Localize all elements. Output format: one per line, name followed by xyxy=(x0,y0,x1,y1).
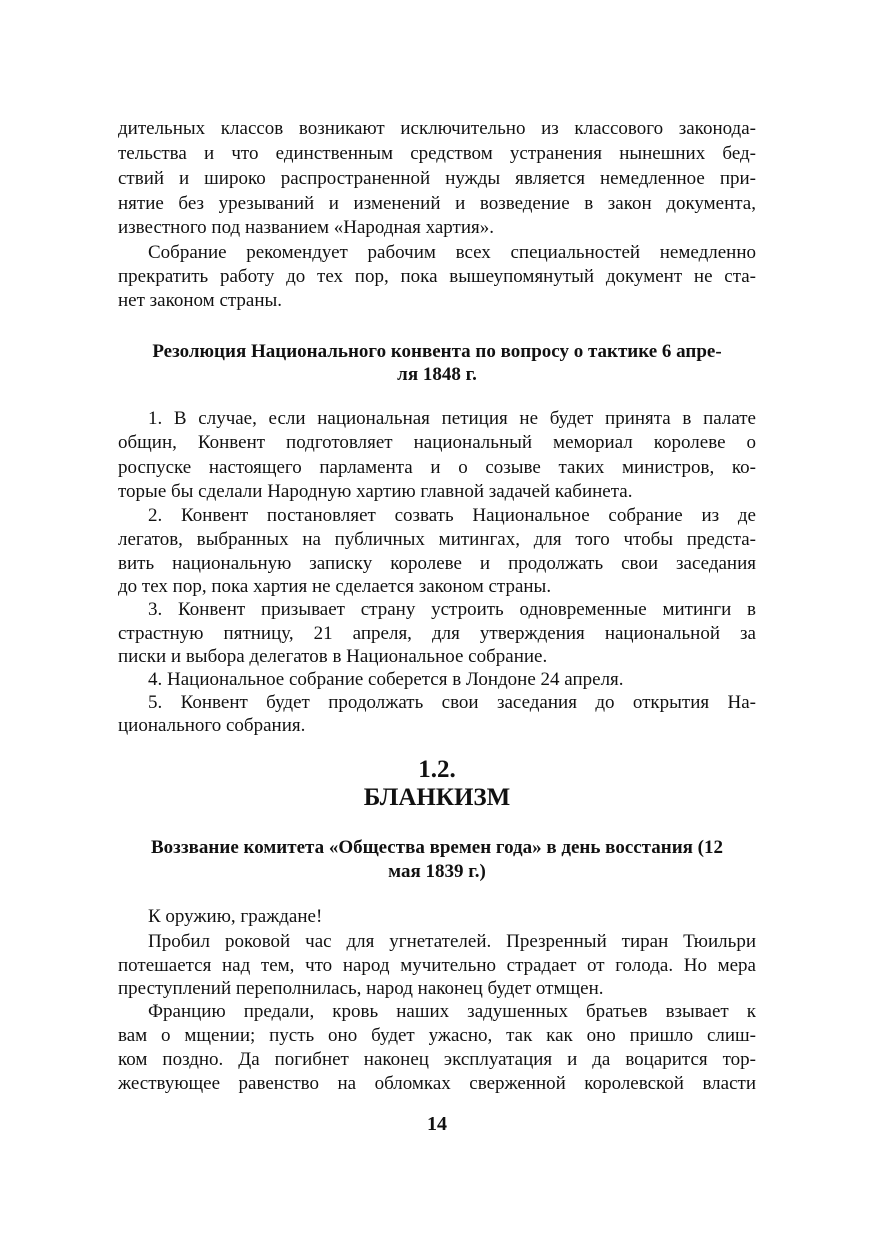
text-line: Собрание рекомендует рабочим всех специальностей немедленно xyxy=(148,242,756,263)
text-line: тельства и что единственным средством устранения нынешних бед- xyxy=(118,143,756,164)
text-line: преступлений переполнилась, народ наконец будет отмщен. xyxy=(118,978,604,999)
text-line: вам о мщении; пусть оно будет ужасно, так как оно пришло слиш- xyxy=(118,1025,756,1046)
text-line: 4. Национальное собрание соберется в Лондоне 24 апреля. xyxy=(148,669,624,690)
text-line: общин, Конвент подготовляет национальный мемориал королеве о xyxy=(118,432,756,453)
text-line: потешается над тем, что народ мучительно страдает от голода. Но мера xyxy=(118,955,756,976)
text-line: нет законом страны. xyxy=(118,290,283,311)
text-line: известного под названием «Народная хартия». xyxy=(118,217,495,238)
text-line: писки и выбора делегатов в Национальное собрание. xyxy=(118,646,548,667)
text-line: торые бы сделали Народную хартию главной задачей кабинета. xyxy=(118,481,633,502)
section-number: 1.2. xyxy=(418,756,456,783)
appeal-heading-line: Воззвание комитета «Общества времен года» в день восстания (12 xyxy=(151,837,723,858)
text-line: вить национальную записку королеве и продолжать свои заседания xyxy=(118,553,756,574)
text-line: роспуске настоящего парламента и о созыве таких министров, ко- xyxy=(118,457,756,478)
section-title: БЛАНКИЗМ xyxy=(363,784,511,811)
text-line: ствий и широко распространенной нужды является немедленное при- xyxy=(118,168,756,189)
text-line: нятие без урезываний и изменений и возведение в закон документа, xyxy=(118,193,756,214)
text-line: 3. Конвент призывает страну устроить одновременные митинги в xyxy=(148,599,756,620)
appeal-heading-line: мая 1839 г.) xyxy=(388,861,486,882)
text-line: 5. Конвент будет продолжать свои заседания до открытия На- xyxy=(148,692,756,713)
text-line: 1. В случае, если национальная петиция не будет принята в палате xyxy=(148,408,756,429)
text-line: прекратить работу до тех пор, пока вышеупомянутый документ не ста- xyxy=(118,266,756,287)
text-line: дительных классов возникают исключительно из классового законода- xyxy=(118,118,756,139)
text-line: Пробил роковой час для угнетателей. Презренный тиран Тюильри xyxy=(148,931,756,952)
text-line: до тех пор, пока хартия не сделается законом страны. xyxy=(118,576,552,597)
text-line: ком поздно. Да погибнет наконец эксплуатация и да воцарится тор- xyxy=(118,1049,756,1070)
text-line: жествующее равенство на обломках сверженной королевской власти xyxy=(118,1073,756,1094)
text-line: К оружию, граждане! xyxy=(148,906,323,927)
resolution-heading-line: ля 1848 г. xyxy=(397,364,477,385)
text-line: 2. Конвент постановляет созвать Национальное собрание из де xyxy=(148,505,756,526)
text-line: Францию предали, кровь наших задушенных братьев взывает к xyxy=(148,1001,756,1022)
text-line: ционального собрания. xyxy=(118,715,306,736)
text-line: легатов, выбранных на публичных митингах, для того чтобы предста- xyxy=(118,529,756,550)
resolution-heading-line: Резолюция Национального конвента по вопросу о тактике 6 апре- xyxy=(152,341,722,362)
page-number: 14 xyxy=(427,1113,447,1135)
text-line: страстную пятницу, 21 апреля, для утверждения национальной за xyxy=(118,623,756,644)
